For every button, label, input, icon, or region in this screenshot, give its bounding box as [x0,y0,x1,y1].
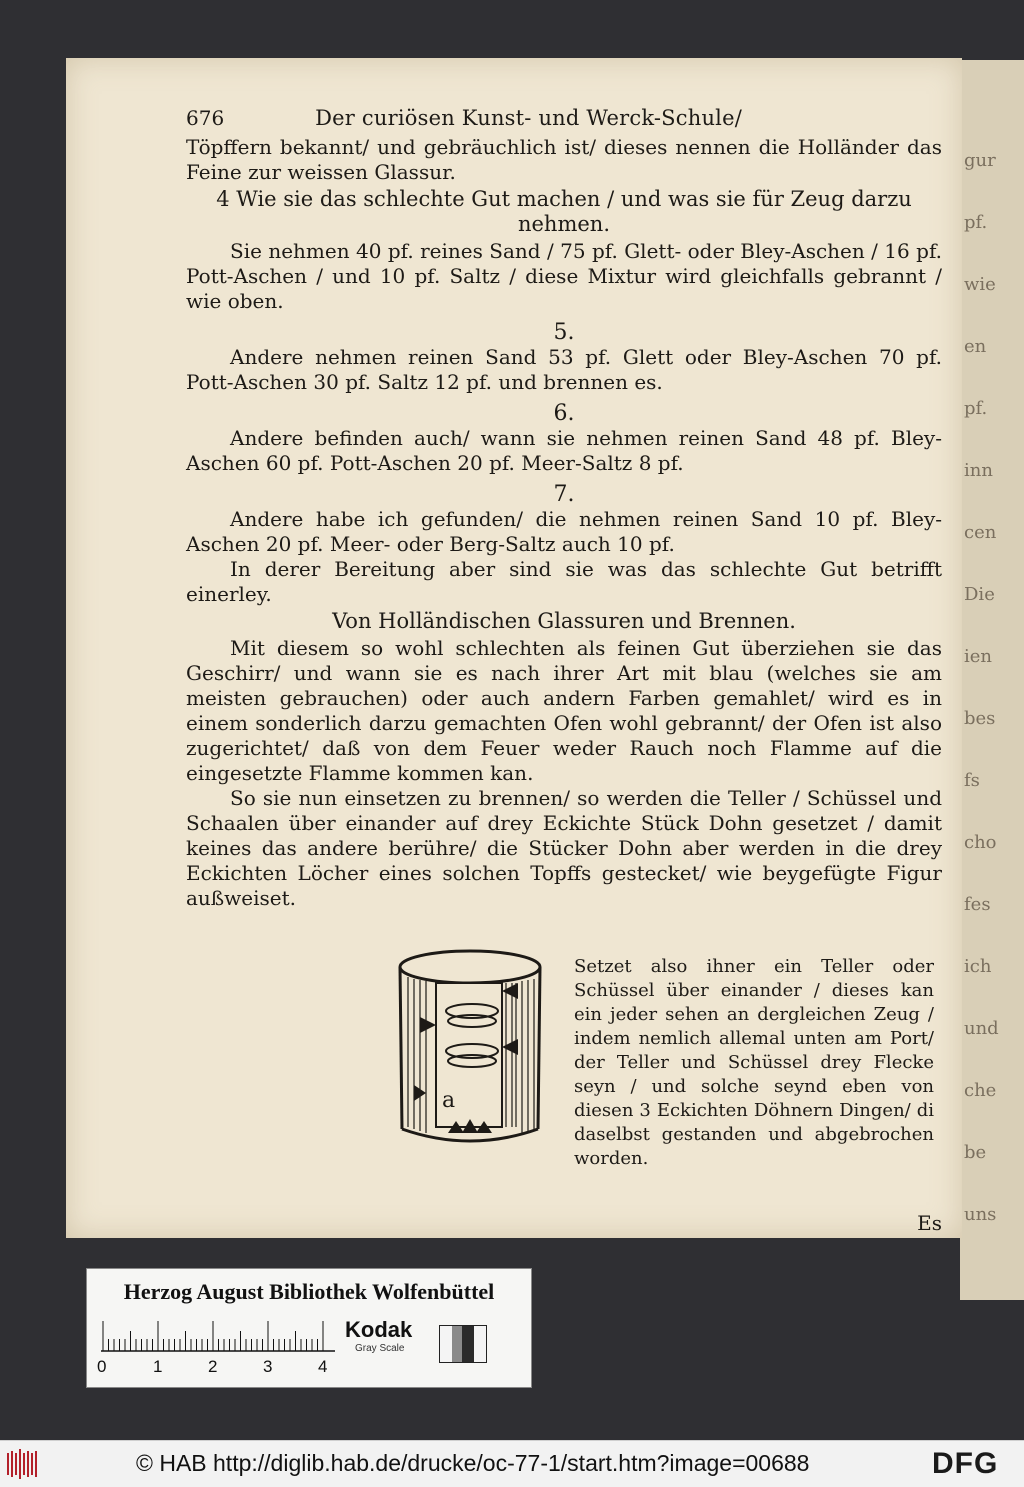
adjacent-page-strip [960,60,1024,1300]
figure-row [186,947,942,1171]
adjacent-page-fragment: be [964,1142,987,1163]
source-url[interactable]: © HAB http://diglib.hab.de/drucke/oc-77-1/start.htm?image=00688 [136,1450,810,1476]
ruler-number: 1 [153,1357,163,1376]
gray-scale-label: Gray Scale [355,1343,405,1354]
paragraph: Sie nehmen 40 pf. reines Sand / 75 pf. Glett- oder Bley-Aschen / 16 pf. Pott-Aschen / und 10 pf. Saltz / diese Mixtur wird gleichfalls gebrannt / wie oben. [186,239,942,313]
kiln-pot-woodcut [396,947,544,1147]
catchword: Es [917,1211,942,1235]
ruler-number: 0 [97,1357,107,1376]
adjacent-page-fragment: wie [964,274,996,295]
adjacent-page-fragment: fes [964,894,991,915]
figure-label: a [442,1088,456,1113]
dfg-logo: DFG [932,1447,999,1480]
adjacent-page-fragment: cen [964,522,997,543]
measurement-ruler [99,1319,339,1353]
section-heading: 4 Wie sie das schlechte Gut machen / und was sie für Zeug darzu nehmen. [216,187,912,236]
adjacent-page-fragment: fs [964,770,980,791]
section-number: 7. [553,482,575,507]
adjacent-page-fragment: pf. [964,212,988,233]
library-label-card [86,1268,532,1388]
paragraph: Andere nehmen reinen Sand 53 pf. Glett oder Bley-Aschen 70 pf. Pott-Aschen 30 pf. Saltz 12 pf. und brennen es. [186,345,942,394]
section-number: 5. [553,320,575,345]
section-number: 6. [553,401,575,426]
library-name: Herzog August Bibliothek Wolfenbüttel [123,1279,495,1304]
adjacent-page-fragment: che [964,1080,997,1101]
running-head: Der curiösen Kunst- und Werck-Schule/ [315,106,742,130]
adjacent-page-fragment: cho [964,832,997,853]
ruler-number: 2 [208,1357,218,1376]
page-text-block [186,106,942,1236]
figure-caption-paragraph: Setzet also ihner ein Teller oder Schüssel über einander / dieses kan ein jeder sehen an dergleichen Zeug / indem nemlich allemal unten am Port/ der Teller und Schüssel drey Flecke seyn / und solche seynd eben von diesen 3 Eckichten Döhnern Dingen/ di daselbst gestanden und abgebrochen worden. [574,956,934,1169]
adjacent-page-fragment: Die [964,584,995,605]
paragraph: Mit diesem so wohl schlechten als feinen Gut überziehen sie das Geschirr/ und wann sie es nach ihrer Art mit blau (welches sie am meisten gebrauchen) oder auch andern Farben gemahlet/ wird es in einem sonderlich darzu gemachten Ofen wohl gebrannt/ der Ofen ist also zugerichtet/ daß von dem Feuer weder Rauch noch Flamme auf die eingesetzte Flamme kommen kan. [186,636,942,785]
section-heading: Von Holländischen Glassuren und Brennen. [332,609,796,633]
book-page [66,58,962,1238]
gray-scale-swatch [439,1325,487,1363]
paragraph: In derer Bereitung aber sind sie was das schlechte Gut betrifft einerley. [186,557,942,606]
footer-bar [0,1440,1024,1487]
paragraph: Andere habe ich gefunden/ die nehmen reinen Sand 10 pf. Bley-Aschen 20 pf. Meer- oder Berg-Saltz auch 10 pf. [186,507,942,556]
adjacent-page-fragment: inn [964,460,993,481]
paragraph: Töpffern bekannt/ und gebräuchlich ist/ dieses nennen die Holländer das Feine zur weissen Glassur. [186,135,942,184]
adjacent-page-fragment: pf. [964,398,988,419]
adjacent-page-fragment: en [964,336,987,357]
adjacent-page-fragment: gur [964,150,996,171]
ruler-number: 4 [318,1357,328,1376]
hab-logo-icon [6,1449,40,1479]
ruler-number: 3 [263,1357,273,1376]
paragraph: Andere befinden auch/ wann sie nehmen reinen Sand 48 pf. Bley-Aschen 60 pf. Pott-Aschen 20 pf. Meer-Saltz 8 pf. [186,426,942,475]
adjacent-page-fragment: und [964,1018,999,1039]
adjacent-page-fragment: ich [964,956,992,977]
adjacent-page-fragment: bes [964,708,996,729]
page-header [186,106,942,131]
adjacent-page-fragment: uns [964,1204,997,1225]
kodak-brand: Kodak [345,1317,413,1342]
page-number: 676 [186,106,225,130]
adjacent-page-fragment: ien [964,646,993,667]
paragraph: So sie nun einsetzen zu brennen/ so werden die Teller / Schüssel und Schaalen über einander auf drey Eckichte Stück Dohn gesetzet / damit keines das andere berühre/ die Stücker Dohn aber werden in die drey Eckichten Löcher eines solchen Topffs gestecket/ wie beygefügte Figur außweiset. [186,786,942,910]
